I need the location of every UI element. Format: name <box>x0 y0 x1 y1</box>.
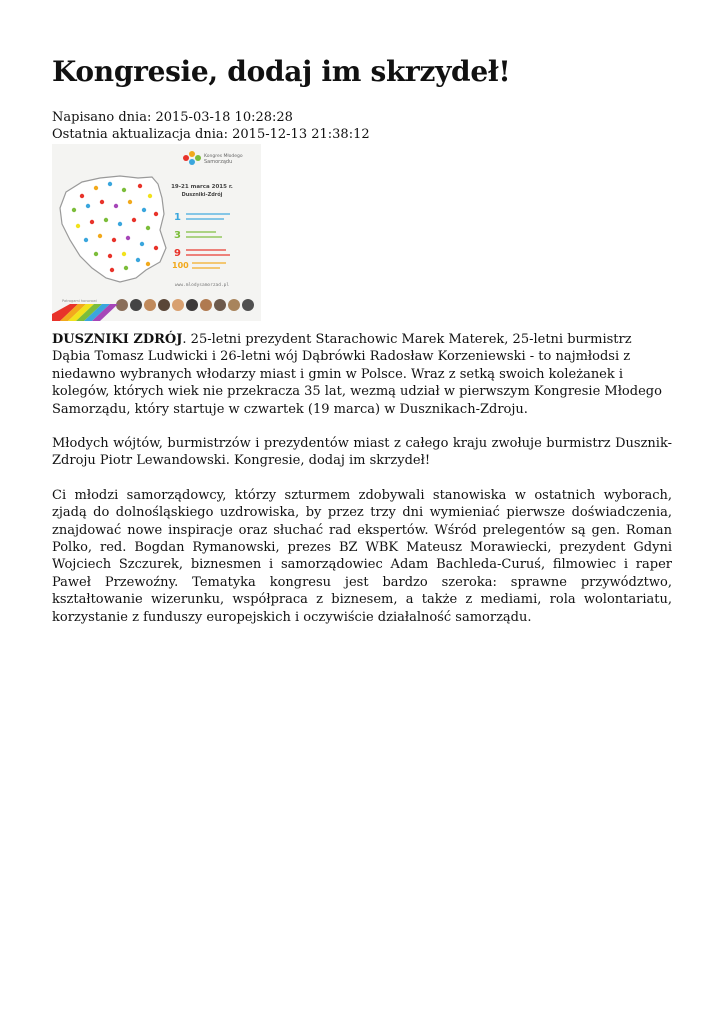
paragraph-1-text: . 25-letni prezydent Starachowic Marek Materek, 25-letni burmistrz Dąbia Tomasz Ludwicki i 26-letni wój Dąbrówki Radosław Korzeniewski - to najmłodsi z niedawno wybranych włodarzy miast i gmin w Polsce. Wraz z setką swoich koleżanek i kolegów, których wiek nie przekracza 35 lat, wezmą udział w pierwszym Kongresie Młodego Samorządu, który startuje w czwartek (19 marca) w Dusznikach-Zdroju. <box>52 332 662 417</box>
paragraph-1 <box>52 331 672 418</box>
logo-text-2: Samorządu <box>204 159 233 165</box>
published-date: Napisano dnia: 2015-03-18 10:28:28 <box>52 110 293 125</box>
paragraph-3: Ci młodzi samorządowcy, którzy szturmem zdobywali stanowiska w ostatnich wyborach, zjadą do dolnośląskiego uzdrowiska, by przez trzy dni wymieniać pierwsze doświadczenia, znajdować nowe inspiracje oraz słuchać rad ekspertów. Wśród prelegentów są gen. Roman Polko, red. Bogdan Rymanowski, prezes BZ WBK Mateusz Morawiecki, prezydent Gdyni Wojciech Szczurek, biznesmen i samorządowiec Adam Bachleda-Curuś, filmowiec i raper Paweł Przewoźny. Tematyka kongresu jest bardzo szeroka: sprawne przywództwo, kształtowanie wizerunku, współpraca z biznesem, a także z mediami, rola wolontariatu, korzystanie z funduszy europejskich i oczywiście działalność samorządu. <box>52 487 672 625</box>
article-body <box>52 331 672 643</box>
stat-number-1: 1 <box>174 212 181 223</box>
stat-number-2: 3 <box>174 230 181 241</box>
poster-date: 19-21 marca 2015 r. <box>171 184 233 190</box>
stat-number-3: 9 <box>174 248 181 259</box>
poster-graphic <box>52 144 261 321</box>
article-title: Kongresie, dodaj im skrzydeł! <box>52 55 511 88</box>
paragraph-2: Młodych wójtów, burmistrzów i prezydentów miast z całego kraju zwołuje burmistrz Dusznik-Zdroju Piotr Lewandowski. Kongresie, dodaj im skrzydeł! <box>52 436 672 469</box>
logo-text-1: Kongres Młodego <box>204 154 243 159</box>
article-meta <box>52 109 370 143</box>
poster-place: Duszniki-Zdrój <box>181 192 223 198</box>
dateline: DUSZNIKI ZDRÓJ <box>52 332 183 347</box>
updated-date: Ostatnia aktualizacja dnia: 2015-12-13 21:38:12 <box>52 127 370 142</box>
stat-number-4: 100 <box>172 261 189 270</box>
partners-label: Patrogami honorowi <box>62 299 97 303</box>
poster-website: www.mlodysamorzad.pl <box>174 283 230 288</box>
congress-poster-image <box>52 144 261 321</box>
